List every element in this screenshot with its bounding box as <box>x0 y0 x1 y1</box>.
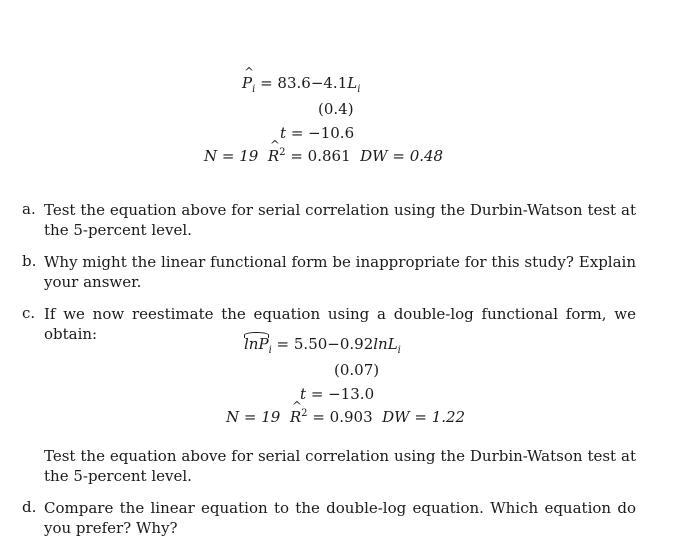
eq2-r2-value: = 0.903 <box>312 408 373 426</box>
eq2-n: N = 19 <box>226 408 281 426</box>
eq2-lhs: lnP <box>244 335 269 353</box>
eq2-r2-symbol: ^ R <box>290 408 301 426</box>
equation-2 <box>244 335 401 356</box>
question-a-text: Test the equation above for serial correlation using the Durbin-Watson test at the 5-percent level. <box>44 201 636 239</box>
question-c-letter: c. <box>22 304 36 322</box>
eq1-standard-error: (0.4) <box>318 100 354 118</box>
eq1-r2-value: = 0.861 <box>290 147 351 165</box>
eq1-lhs-subscript: i <box>252 84 256 95</box>
eq1-r2-symbol: ^ R <box>268 147 279 165</box>
equation-1 <box>242 74 360 95</box>
eq2-t-statistic <box>300 385 374 403</box>
question-a-letter: a. <box>22 200 36 218</box>
eq2-rhs: = 5.50−0.92 <box>276 335 374 353</box>
eq2-stats-line <box>226 408 465 426</box>
question-b-text: Why might the linear functional form be inappropriate for this study? Explain your answer. <box>44 253 636 291</box>
question-c-followup: Test the equation above for serial correlation using the Durbin-Watson test at the 5-percent level. <box>44 447 636 485</box>
eq2-r2-superscript: 2 <box>301 408 308 419</box>
eq2-rhs-variable: lnL <box>373 335 398 353</box>
eq1-t-label: t <box>280 124 287 142</box>
eq1-rhs: = 83.6−4.1 <box>260 74 348 92</box>
eq2-rhs-subscript: i <box>397 345 401 356</box>
eq2-t-label: t <box>300 385 307 403</box>
eq2-lhs-subscript: i <box>268 345 272 356</box>
eq2-standard-error: (0.07) <box>334 361 380 379</box>
question-b-letter: b. <box>22 252 37 270</box>
eq1-t-value: = −10.6 <box>290 124 355 142</box>
eq1-r2-superscript: 2 <box>279 147 286 158</box>
eq1-t-statistic <box>280 124 354 142</box>
eq2-dw: DW = 1.22 <box>382 408 466 426</box>
eq1-rhs-subscript: i <box>357 84 361 95</box>
eq1-stats-line <box>204 147 443 165</box>
question-d-letter: d. <box>22 498 37 516</box>
eq1-rhs-variable: L <box>347 74 358 92</box>
eq2-t-value: = −13.0 <box>310 385 375 403</box>
eq1-lhs-symbol: ^ P <box>242 74 252 92</box>
question-c-text: If we now reestimate the equation using a double-log functional form, we obtain: <box>44 305 636 343</box>
eq1-dw: DW = 0.48 <box>360 147 444 165</box>
eq1-n: N = 19 <box>204 147 259 165</box>
question-d-text: Compare the linear equation to the double-log equation. Which equation do you prefer? Why? <box>44 499 636 537</box>
